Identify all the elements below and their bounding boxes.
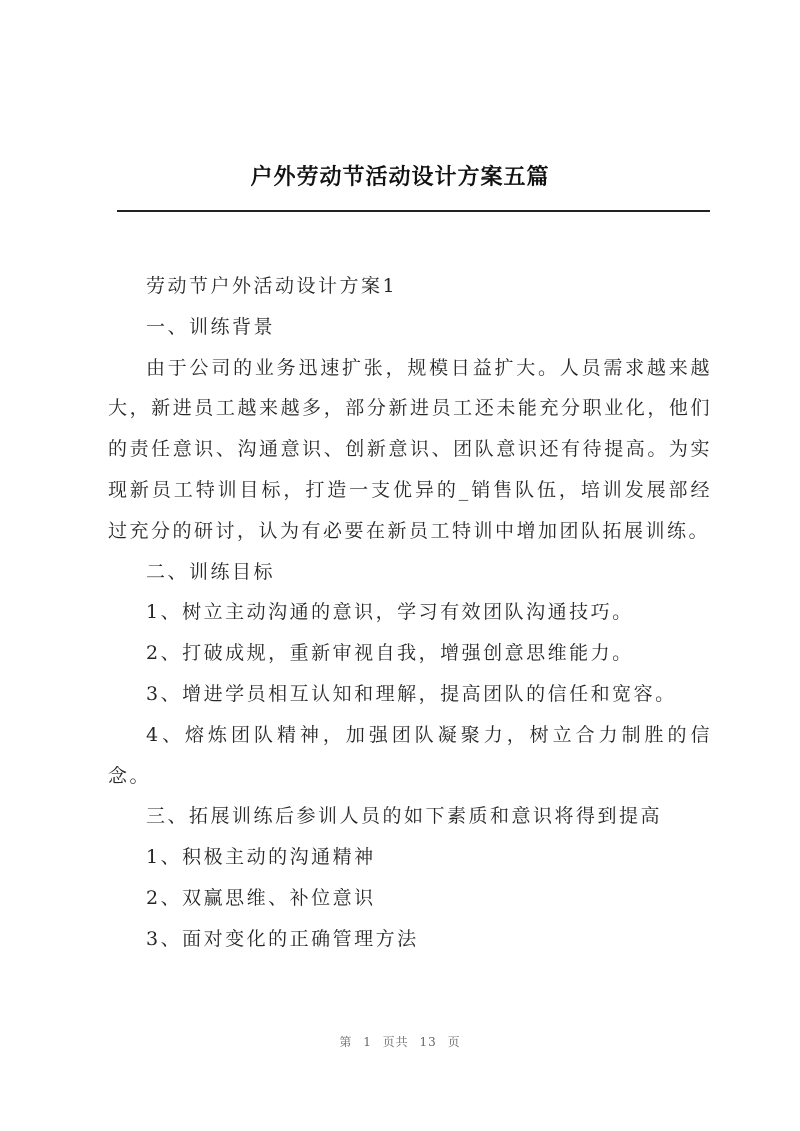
footer-prefix: 第 (339, 1035, 353, 1049)
heading-training-background: 一、训练背景 (146, 315, 276, 338)
improvement-item-1: 1、积极主动的沟通精神 (146, 846, 376, 869)
heading-training-goals: 二、训练目标 (146, 560, 276, 583)
footer-total-pages: 13 (419, 1035, 437, 1049)
footer-current-page: 1 (363, 1035, 372, 1049)
goal-item-2: 2、打破成规，重新审视自我，增强创意思维能力。 (146, 642, 634, 665)
goal-item-4: 4、熔炼团队精神，加强团队凝聚力，树立合力制胜的信念。 (108, 723, 712, 787)
section-heading-plan-1: 劳动节户外活动设计方案1 (146, 275, 398, 297)
heading-improvements: 三、拓展训练后参训人员的如下素质和意识将得到提高 (146, 805, 663, 828)
improvement-item-3: 3、面对变化的正确管理方法 (146, 927, 419, 950)
goal-item-1: 1、树立主动沟通的意识，学习有效团队沟通技巧。 (146, 601, 634, 624)
document-body (108, 266, 712, 960)
footer-suffix: 页 (447, 1035, 461, 1049)
paragraph-background: 由于公司的业务迅速扩张，规模日益扩大。人员需求越来越大，新进员工越来越多，部分新进员工还未能充分职业化，他们的责任意识、沟通意识、创新意识、团队意识还有待提高。为实现新员工特训目标，打造一支优异的_销售队伍，培训发展部经过充分的研讨，认为有必要在新员工特训中增加团队拓展训练。 (108, 356, 712, 542)
page-footer (0, 1033, 800, 1050)
document-title: 户外劳动节活动设计方案五篇 (250, 165, 550, 190)
goal-item-3: 3、增进学员相互认知和理解，提高团队的信任和宽容。 (146, 682, 677, 705)
improvement-item-2: 2、双赢思维、补位意识 (146, 886, 376, 909)
title-divider (117, 210, 710, 212)
footer-middle: 页共 (382, 1035, 409, 1049)
